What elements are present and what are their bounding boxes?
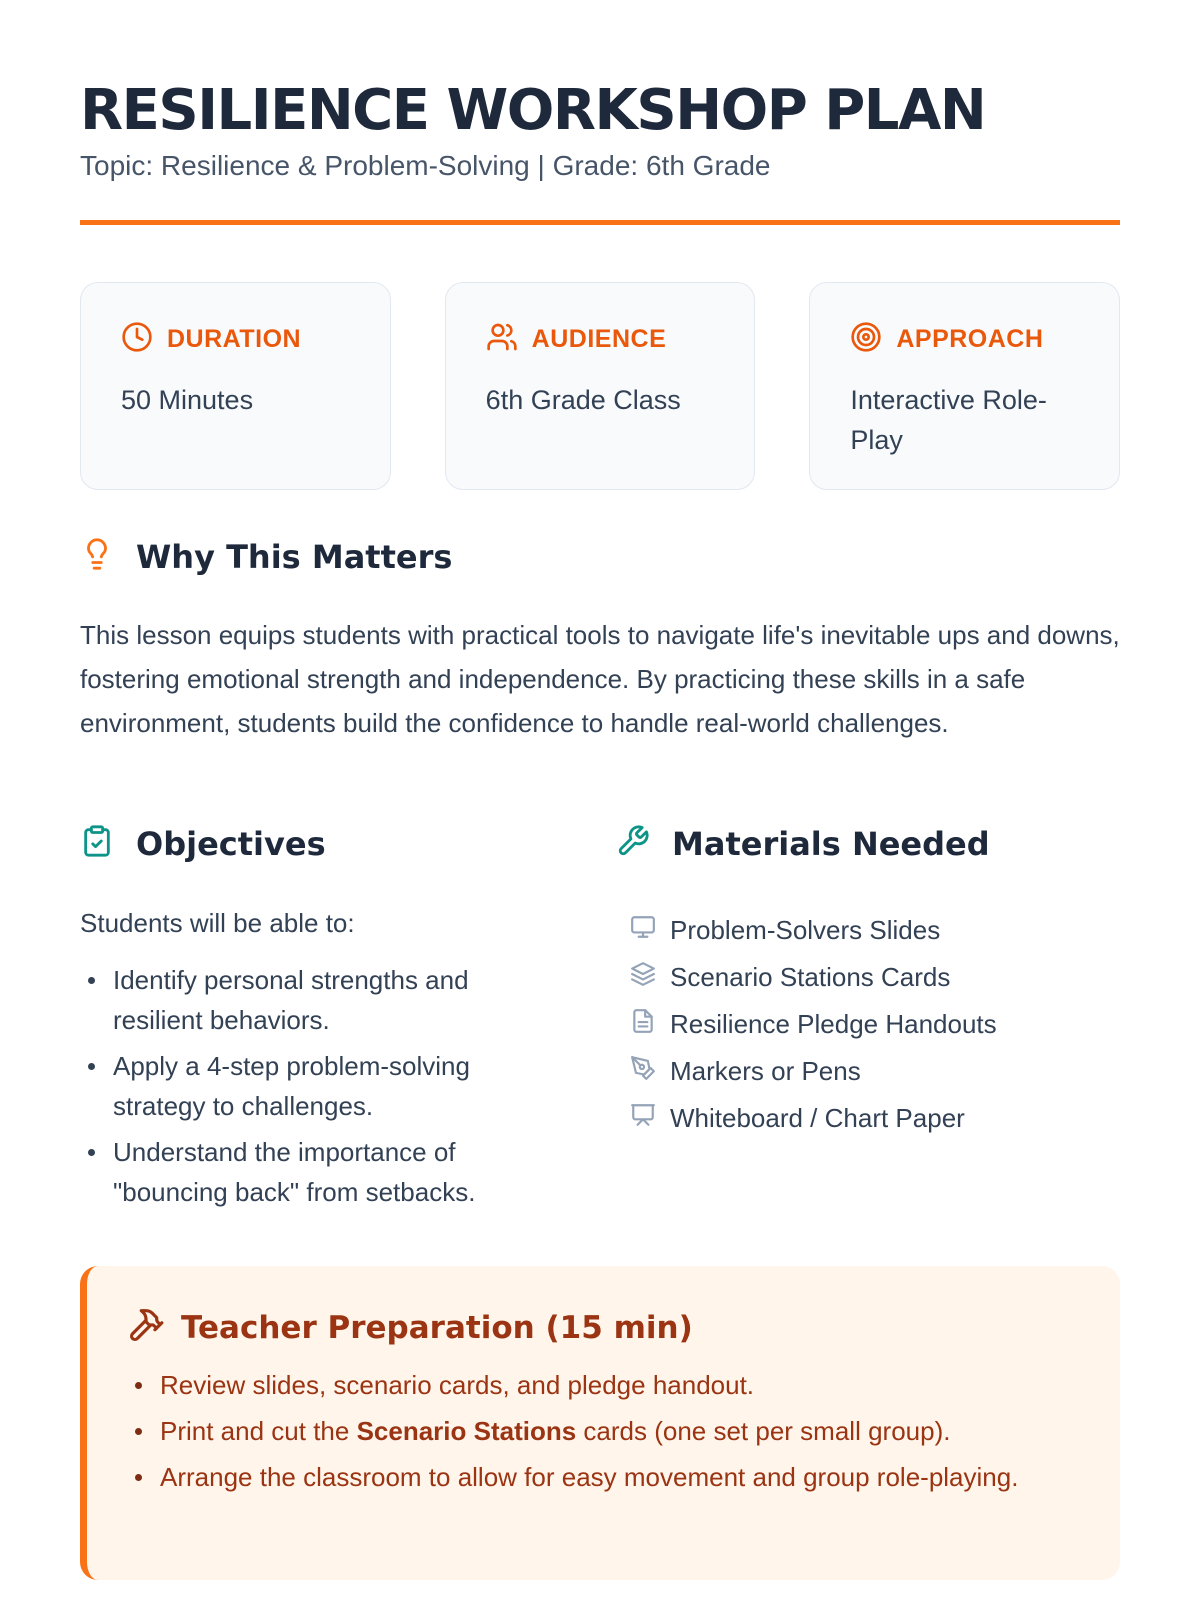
prep-title: Teacher Preparation (15 min)	[181, 1309, 693, 1346]
list-item: Apply a 4-step problem-solving strategy to challenges.	[80, 1046, 550, 1126]
card-value: 50 Minutes	[121, 385, 254, 415]
material-label: Markers or Pens	[670, 1056, 861, 1086]
material-label: Scenario Stations Cards	[670, 962, 951, 992]
header-divider	[80, 220, 1120, 225]
prep-list	[127, 1365, 1080, 1497]
list-item	[630, 1048, 997, 1095]
target-icon	[850, 321, 882, 358]
card-audience	[445, 282, 756, 490]
list-item	[630, 1001, 997, 1048]
list-item: Arrange the classroom to allow for easy movement and group role-playing.	[127, 1457, 1080, 1497]
wrench-icon	[616, 822, 650, 865]
hammer-icon	[127, 1306, 165, 1349]
pen-icon	[630, 1055, 656, 1088]
card-label: DURATION	[167, 325, 302, 353]
material-label: Whiteboard / Chart Paper	[670, 1103, 965, 1133]
list-item	[630, 1095, 997, 1142]
why-paragraph: This lesson equips students with practical tools to navigate life's inevitable ups and downs, fostering emotional strength and independence. By practicing these skills in a safe environment, students build the confidence to handle real-world challenges.	[80, 620, 1120, 738]
list-item	[630, 907, 997, 954]
card-value: 6th Grade Class	[485, 385, 681, 415]
clipboard-check-icon	[80, 822, 114, 865]
material-label: Resilience Pledge Handouts	[670, 1009, 997, 1039]
card-label: AUDIENCE	[531, 325, 667, 353]
why-section-header	[80, 535, 452, 578]
card-duration	[80, 282, 391, 490]
prep-text: cards (one set per small group).	[576, 1416, 951, 1446]
page-title: RESILIENCE WORKSHOP PLAN	[80, 78, 986, 143]
card-value: Interactive Role-Play	[850, 385, 1047, 455]
monitor-icon	[630, 914, 656, 947]
section-title: Why This Matters	[136, 537, 453, 576]
material-label: Problem-Solvers Slides	[670, 915, 941, 945]
section-title: Objectives	[136, 824, 326, 863]
list-item: Identify personal strengths and resilient behaviors.	[80, 960, 550, 1040]
objectives-list	[80, 960, 550, 1218]
prep-text: Print and cut the	[160, 1416, 357, 1446]
clock-icon	[121, 321, 153, 358]
info-cards	[80, 282, 1120, 490]
materials-list	[630, 907, 997, 1142]
list-item: Understand the importance of "bouncing back" from setbacks.	[80, 1132, 550, 1212]
prep-emphasis: Scenario Stations	[356, 1416, 577, 1446]
users-icon	[486, 321, 518, 358]
objectives-section-header	[80, 822, 326, 865]
list-item: Review slides, scenario cards, and pledge handout.	[127, 1365, 1080, 1405]
card-label: APPROACH	[896, 325, 1044, 353]
objectives-lead: Students will be able to:	[80, 908, 355, 938]
document-icon	[630, 1008, 656, 1041]
teacher-prep-callout	[80, 1266, 1120, 1580]
section-title: Materials Needed	[672, 824, 990, 863]
list-item	[127, 1411, 1080, 1451]
presentation-icon	[630, 1102, 656, 1135]
materials-section-header	[616, 822, 990, 865]
list-item	[630, 954, 997, 1001]
lightbulb-icon	[80, 535, 114, 578]
page-subtitle: Topic: Resilience & Problem-Solving | Grade: 6th Grade	[80, 150, 771, 181]
prep-header	[127, 1306, 1080, 1349]
layers-icon	[630, 961, 656, 994]
card-approach	[809, 282, 1120, 490]
